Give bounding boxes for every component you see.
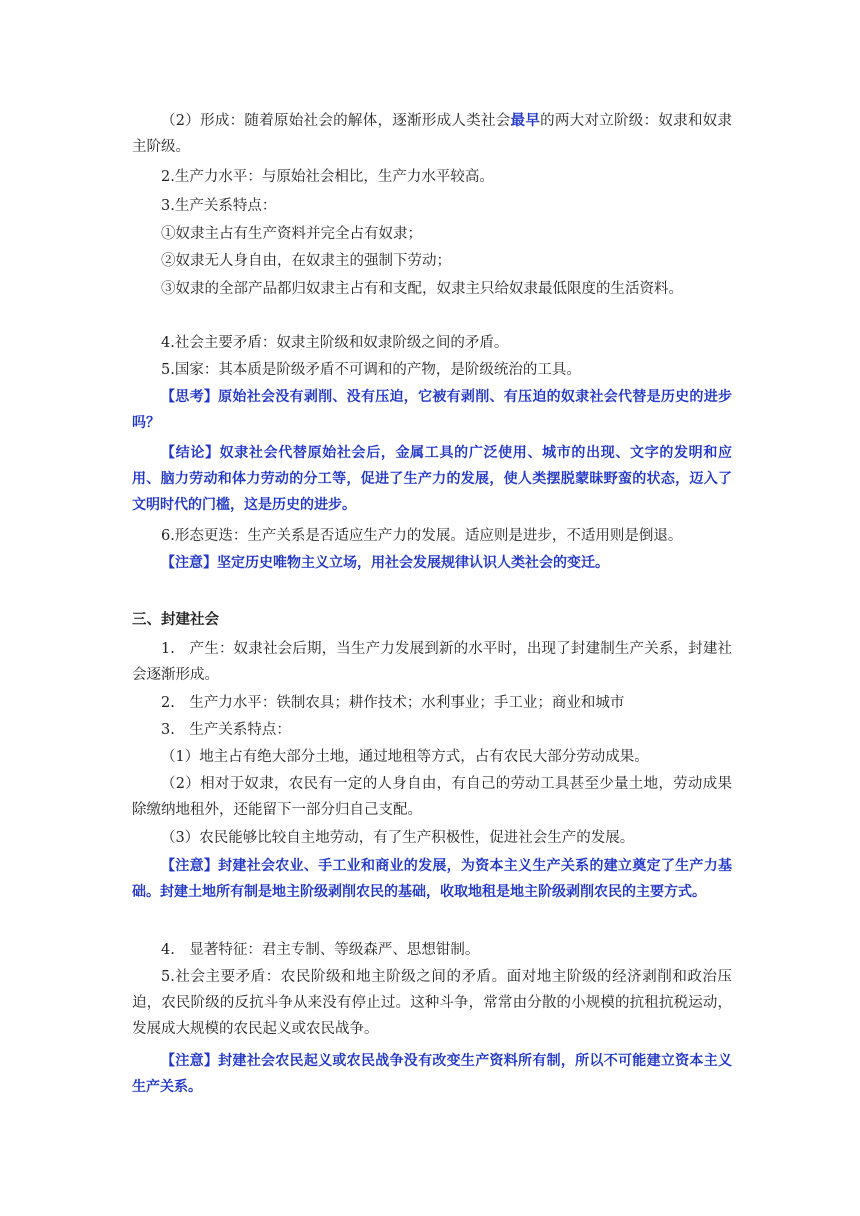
feudal-contradiction: 5.社会主要矛盾：农民阶级和地主阶级之间的矛盾。面对地主阶级的经济剥削和政治压迫，农民阶级的反抗斗争从来没有停止过。这种斗争，常常由分散的小规模的抗租抗税运动，发展成大规模的农民起义或农民战争。: [132, 969, 732, 1037]
feudal-relations-2: （2）相对于奴隶，农民有一定的人身自由，有自己的劳动工具甚至少量土地，劳动成果除缴纳地租外，还能留下一部分归自己支配。: [132, 776, 732, 818]
feudal-note-1: 【注意】封建社会农业、手工业和商业的发展，为资本主义生产关系的建立奠定了生产力基础。封建土地所有制是地主阶级剥削农民的基础，收取地租是地主阶级剥削农民的主要方式。: [132, 858, 732, 900]
slavery-relations-title: 3.生产关系特点：: [161, 198, 277, 214]
feudal-relations-1: （1）地主占有绝大部分土地，通过地租等方式，占有农民大部分劳动成果。: [161, 749, 649, 765]
feudal-relations-title: 3. 生产关系特点：: [161, 722, 291, 738]
feudal-relations-3: （3）农民能够比较自主地劳动，有了生产积极性，促进社会生产的发展。: [161, 830, 635, 846]
slavery-relations-2: ②奴隶无人身自由，在奴隶主的强制下劳动；: [161, 253, 451, 269]
slavery-productivity: 2.生产力水平：与原始社会相比，生产力水平较高。: [161, 169, 494, 185]
slavery-conclusion: 【结论】奴隶社会代替原始社会后，金属工具的广泛使用、城市的出现、文字的发明和应用、脑力劳动和体力劳动的分工等，促进了生产力的发展，使人类摆脱蒙昧野蛮的状态，迈入了文明时代的门槛，这是历史的进步。: [132, 445, 732, 513]
slavery-contradiction: 4.社会主要矛盾：奴隶主阶级和奴隶阶级之间的矛盾。: [161, 335, 509, 351]
formation-keyword: 最早: [510, 113, 541, 129]
feudal-productivity: 2. 生产力水平：铁制农具；耕作技术；水利事业；手工业；商业和城市: [161, 695, 625, 711]
slavery-note: 【注意】坚定历史唯物主义立场，用社会发展规律认识人类社会的变迁。: [161, 555, 609, 571]
slavery-think: 【思考】原始社会没有剥削、没有压迫，它被有剥削、有压迫的奴隶社会代替是历史的进步吗？: [132, 389, 732, 431]
feudal-origin: 1. 产生：奴隶社会后期，当生产力发展到新的水平时，出现了封建制生产关系，封建社会逐渐形成。: [132, 641, 732, 683]
slavery-formation: [132, 108, 732, 160]
formation-text: （2）形成：随着原始社会的解体，逐渐形成人类社会: [161, 113, 511, 129]
slavery-state: 5.国家：其本质是阶级矛盾不可调和的产物，是阶级统治的工具。: [161, 362, 581, 378]
slavery-relations-3: ③奴隶的全部产品都归奴隶主占有和支配，奴隶主只给奴隶最低限度的生活资料。: [161, 281, 683, 297]
slavery-relations-1: ①奴隶主占有生产资料并完全占有奴隶；: [161, 226, 422, 242]
slavery-change: 6.形态更迭：生产关系是否适应生产力的发展。适应则是进步，不适用则是倒退。: [161, 528, 683, 544]
formation-text-end: 的两大对立阶级：奴隶和奴隶主阶级。: [132, 113, 733, 155]
feudal-note-2: 【注意】封建社会农民起义或农民战争没有改变生产资料所有制，所以不可能建立资本主义生产关系。: [132, 1053, 732, 1095]
feudal-heading: 三、封建社会: [132, 612, 219, 628]
feudal-features: 4. 显著特征：君主专制、等级森严、思想钳制。: [161, 942, 480, 958]
